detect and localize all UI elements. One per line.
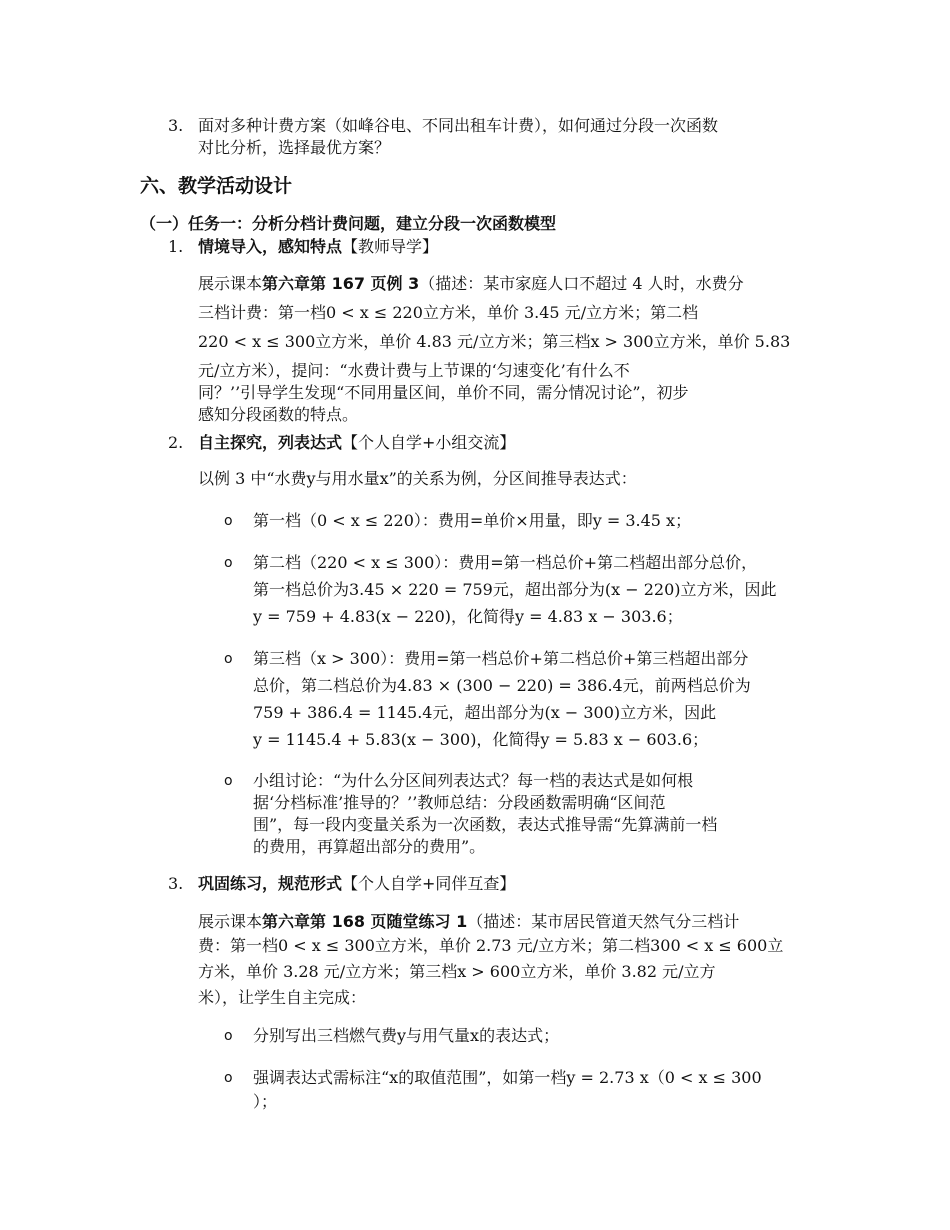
bullet-line: 的费用，再算超出部分的费用”。 bbox=[253, 837, 486, 856]
bullet-line: y = 759 + 4.83(x − 220)，化简得y = 4.83 x − 303.6； bbox=[253, 607, 683, 626]
step-tag: 【个人自学+小组交流】 bbox=[342, 433, 516, 452]
bullet-line: 据‘分档标准’推导的？’’教师总结：分段函数需明确“区间范 bbox=[253, 793, 666, 812]
bullet-item bbox=[253, 648, 818, 756]
bullet-line: 759 + 386.4 = 1145.4元，超出部分为(x − 300)立方米，因此 bbox=[253, 703, 717, 722]
paragraph-line: 三档计费：第一档0 < x ≤ 220立方米，单价 3.45 元/立方米；第二档 bbox=[198, 303, 699, 322]
section-heading: 六、教学活动设计 bbox=[140, 175, 293, 197]
bullet-line: 围”，每一段内变量关系为一次函数，表达式推导需“先算满前一档 bbox=[253, 815, 718, 834]
bullet-item bbox=[253, 1067, 818, 1113]
bullet-item bbox=[253, 510, 818, 532]
paragraph-line: 费：第一档0 < x ≤ 300立方米，单价 2.73 元/立方米；第二档300 < x ≤ 600立 bbox=[198, 936, 784, 955]
bullet-marker: o bbox=[224, 773, 233, 789]
paragraph-line: 米），让学生自主完成： bbox=[198, 988, 367, 1007]
textbook-reference: 第六章第 167 页例 3 bbox=[262, 274, 420, 293]
step2-intro: 以例 3 中“水费y与用水量x”的关系为例，分区间推导表达式： bbox=[198, 469, 637, 488]
bullet-marker: o bbox=[224, 555, 233, 571]
bullet-line: 第一档（0 < x ≤ 220）：费用=单价×用量，即y = 3.45 x； bbox=[253, 511, 692, 530]
paragraph-line bbox=[198, 911, 818, 935]
textbook-reference: 第六章第 168 页随堂练习 1 bbox=[262, 912, 468, 931]
line-text: 展示课本 bbox=[198, 274, 263, 293]
list-number: 3. bbox=[168, 874, 184, 893]
line-text: （描述：某市居民管道天然气分三档计 bbox=[467, 912, 740, 931]
question-line: 面对多种计费方案（如峰谷电、不同出租车计费），如何通过分段一次函数 bbox=[198, 116, 719, 135]
bullet-marker: o bbox=[224, 513, 233, 529]
bullet-line: 第三档（x > 300）：费用=第一档总价+第二档总价+第三档超出部分 bbox=[253, 649, 749, 668]
step-heading bbox=[198, 236, 438, 258]
list-number: 3. bbox=[168, 116, 184, 135]
step-title: 巩固练习，规范形式 bbox=[198, 874, 343, 893]
bullet-line: 分别写出三档燃气费y与用气量x的表达式； bbox=[253, 1026, 560, 1045]
step-heading bbox=[198, 873, 515, 895]
bullet-line: 第二档（220 < x ≤ 300）：费用=第一档总价+第二档超出部分总价， bbox=[253, 553, 758, 572]
paragraph-line: 方米，单价 3.28 元/立方米；第三档x > 600立方米，单价 3.82 元/立方 bbox=[198, 962, 716, 981]
bullet-item bbox=[253, 770, 818, 858]
bullet-line: 强调表达式需标注“x的取值范围”，如第一档y = 2.73 x（0 < x ≤ 300 bbox=[253, 1068, 762, 1087]
step-tag: 【个人自学+同伴互查】 bbox=[342, 874, 516, 893]
bullet-line: 总价，第二档总价为4.83 × (300 − 220) = 386.4元，前两档总价为 bbox=[253, 676, 751, 695]
list-number: 2. bbox=[168, 433, 184, 452]
step3-paragraph bbox=[198, 911, 818, 1009]
bullet-item bbox=[253, 1025, 818, 1047]
list-number: 1. bbox=[168, 237, 184, 256]
step-title: 情境导入，感知特点 bbox=[198, 237, 343, 256]
step-tag: 【教师导学】 bbox=[342, 237, 439, 256]
paragraph-line: 元/立方米），提问：“水费计费与上节课的‘匀速变化’有什么不 bbox=[198, 361, 630, 380]
line-text: （描述：某市家庭人口不超过 4 人时，水费分 bbox=[419, 274, 744, 293]
bullet-line: y = 1145.4 + 5.83(x − 300)，化简得y = 5.83 x − 603.6； bbox=[253, 730, 709, 749]
bullet-marker: o bbox=[224, 1070, 233, 1086]
question-item-3 bbox=[198, 115, 818, 159]
bullet-line: 小组讨论：“为什么分区间列表达式？每一档的表达式是如何根 bbox=[253, 771, 694, 790]
paragraph-line bbox=[198, 273, 818, 302]
bullet-line: ）； bbox=[253, 1092, 278, 1111]
paragraph-line: 感知分段函数的特点。 bbox=[198, 405, 359, 424]
paragraph-line: 同？’’引导学生发现“不同用量区间，单价不同，需分情况讨论”，初步 bbox=[198, 383, 689, 402]
bullet-item bbox=[253, 552, 818, 633]
step-heading bbox=[198, 432, 515, 454]
bullet-marker: o bbox=[224, 651, 233, 667]
step1-paragraph bbox=[198, 273, 818, 426]
paragraph-line: 220 < x ≤ 300立方米，单价 4.83 元/立方米；第三档x > 300立方米，单价 5.83 bbox=[198, 332, 791, 351]
step-title: 自主探究，列表达式 bbox=[198, 433, 343, 452]
question-line: 对比分析，选择最优方案？ bbox=[198, 138, 391, 157]
task-heading: （一）任务一：分析分档计费问题，建立分段一次函数模型 bbox=[140, 214, 557, 233]
bullet-line: 第一档总价为3.45 × 220 = 759元，超出部分为(x − 220)立方米，因此 bbox=[253, 580, 777, 599]
line-text: 展示课本 bbox=[198, 912, 263, 931]
bullet-marker: o bbox=[224, 1028, 233, 1044]
